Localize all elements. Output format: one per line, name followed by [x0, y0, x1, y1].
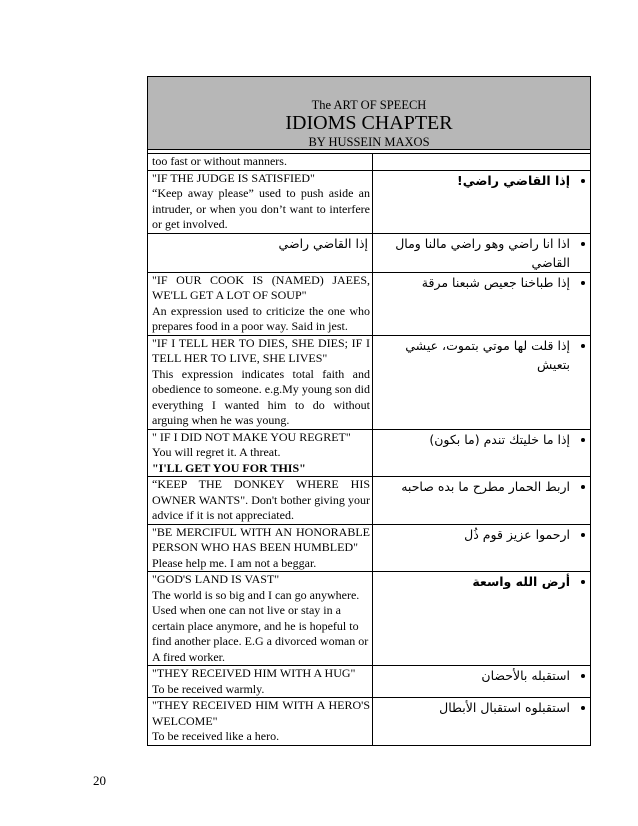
idiom-meaning: This expression indicates total faith and obedience to someone. e.g.My young son did everything I wanted him to do without arguing when he was young.: [152, 366, 370, 427]
table-row: [148, 170, 591, 233]
author-line: BY HUSSEIN MAXOS: [308, 135, 430, 149]
idiom-meaning: “Keep away please” used to push aside an intruder, or when you don’t want to interfere or get involved.: [152, 186, 370, 231]
arabic-cell: [373, 429, 591, 477]
arabic-idiom: • إذا طباخنا جعيص شبعنا مرقة: [377, 273, 570, 292]
arabic-idiom: • اربط الحمار مطرح ما بده صاحبه: [377, 477, 570, 496]
page-number: 20: [93, 773, 106, 788]
english-cell: [148, 335, 373, 429]
english-cell: [148, 154, 373, 171]
arabic-cell: [373, 572, 591, 666]
arabic-idiom: إذا القاضي راضي: [278, 235, 368, 251]
idiom-literal: "IF I TELL HER TO DIES, SHE DIES; IF I TELL HER TO LIVE, SHE LIVES": [152, 335, 370, 365]
idiom-meaning: To be received warmly.: [152, 681, 265, 696]
arabic-idiom: • إذا القاضي راضي!: [377, 171, 570, 190]
arabic-cell: [373, 233, 591, 272]
chapter-title: IDIOMS CHAPTER: [285, 112, 453, 134]
english-cell: [148, 524, 373, 572]
idiom-literal: “KEEP THE DONKEY WHERE HIS OWNER WANTS". Don't bother giving your advice if it is not appreciated.: [152, 477, 370, 522]
table-row: [148, 698, 591, 746]
english-cell: [148, 429, 373, 477]
idiom-literal: "IF THE JUDGE IS SATISFIED": [152, 170, 315, 185]
arabic-cell: [373, 170, 591, 233]
idiom-literal: "IF OUR COOK IS (NAMED) JAEES, WE'LL GET A LOT OF SOUP": [152, 272, 370, 302]
arabic-idiom: • إذا قلت لها موتي بتموت، عيشي بتعيش: [377, 336, 570, 374]
arabic-idiom: • استقبله بالأحضان: [377, 666, 570, 685]
arabic-cell: [148, 233, 373, 272]
english-cell: [148, 666, 373, 698]
idiom-equivalent: "I'LL GET YOU FOR THIS": [152, 460, 306, 475]
table-row: [148, 233, 591, 272]
table-row: [148, 335, 591, 429]
arabic-idiom: • اذا انا راضي وهو راضي مالنا ومال القاضي: [377, 234, 570, 272]
arabic-cell: [373, 477, 591, 525]
idiom-meaning: Please help me. I am not a beggar.: [152, 555, 317, 570]
arabic-idiom: • ارحموا عزيز قوم ذُل: [377, 525, 570, 544]
idiom-meaning: The world is so big and I can go anywhere. Used when one can not live or stay in a certain place anymore, and he is hopeful to find another place. E.G a divorced woman or A fired worker.: [152, 587, 369, 664]
idiom-meaning: To be received like a hero.: [152, 729, 280, 743]
idiom-literal: "GOD'S LAND IS VAST": [152, 572, 280, 586]
idioms-table: [147, 153, 591, 746]
table-row: [148, 272, 591, 335]
english-cell: [148, 572, 373, 666]
english-cell: [148, 170, 373, 233]
idiom-literal: "THEY RECEIVED HIM WITH A HERO'S WELCOME": [152, 698, 370, 728]
table-row: [148, 154, 591, 171]
english-cell: [148, 272, 373, 335]
idiom-literal: "THEY RECEIVED HIM WITH A HUG": [152, 666, 356, 680]
arabic-idiom: • أرض الله واسعة: [377, 572, 570, 591]
arabic-cell: [373, 698, 591, 746]
english-cell: [148, 477, 373, 525]
book-title: The ART OF SPEECH: [311, 98, 427, 112]
idiom-meaning: An expression used to criticize the one who prepares food in a poor way. Said in jest.: [152, 303, 370, 333]
arabic-cell: [373, 335, 591, 429]
arabic-idiom: • استقبلوه استقبال الأبطال: [377, 698, 570, 717]
arabic-cell: [373, 524, 591, 572]
arabic-cell: [373, 272, 591, 335]
idiom-literal: "BE MERCIFUL WITH AN HONORABLE PERSON WHO HAS BEEN HUMBLED": [152, 524, 370, 554]
arabic-cell: [373, 666, 591, 698]
chapter-header: [147, 76, 591, 150]
english-text: too fast or without manners.: [152, 154, 287, 168]
table-row: [148, 477, 591, 525]
idiom-meaning: You will regret it. A threat.: [152, 445, 281, 459]
table-row: [148, 524, 591, 572]
arabic-idiom: • إذا ما خليتك تندم (ما بكون): [377, 430, 570, 449]
english-cell: [148, 698, 373, 746]
idiom-literal: " IF I DID NOT MAKE YOU REGRET": [152, 429, 351, 444]
table-row: [148, 572, 591, 666]
table-row: [148, 666, 591, 698]
arabic-cell: [373, 154, 591, 171]
table-row: [148, 429, 591, 477]
